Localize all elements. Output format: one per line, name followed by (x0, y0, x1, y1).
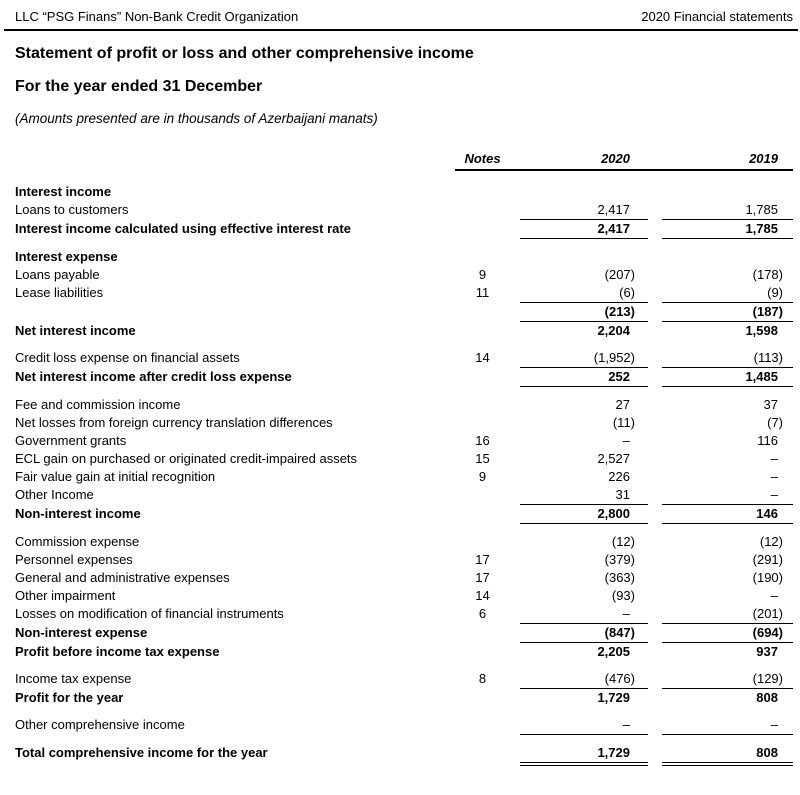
row-notes: 14 (475, 588, 490, 603)
table-row (15, 569, 793, 587)
column-spacer (510, 266, 520, 284)
row-value-2019: (187) (662, 303, 793, 322)
row-notes (455, 322, 510, 340)
row-notes (455, 643, 510, 661)
row-notes: 14 (475, 350, 490, 365)
row-label: Other comprehensive income (15, 717, 185, 732)
row-value-2019 (662, 248, 793, 266)
row-notes (455, 414, 510, 432)
table-row (15, 505, 793, 524)
document-header (4, 7, 798, 31)
row-value-2019: 808 (756, 690, 778, 705)
column-spacer (648, 396, 662, 414)
row-value-2019: (291) (752, 552, 783, 567)
column-spacer (510, 689, 520, 707)
column-spacer (648, 744, 662, 766)
row-value-2020: 27 (615, 397, 630, 412)
row-notes: 17 (475, 570, 490, 585)
statements-year-label: 2020 Financial statements (641, 9, 793, 24)
row-value-2019: – (770, 469, 778, 484)
row-label: Non-interest income (15, 506, 141, 521)
row-value-2019: 1,785 (662, 220, 793, 239)
row-value-2020: 2,417 (520, 220, 648, 239)
table-row (15, 624, 793, 643)
column-spacer (510, 468, 520, 486)
table-row (15, 551, 793, 569)
column-spacer (648, 322, 662, 340)
row-value-2019: 146 (662, 505, 793, 524)
row-value-2019: 1,598 (745, 323, 778, 338)
table-spacer (15, 661, 793, 670)
profit-loss-table (15, 151, 793, 766)
row-value-2019: (12) (759, 534, 783, 549)
row-label: Other Income (15, 487, 94, 502)
row-value-2020: (1,952) (520, 349, 648, 368)
table-spacer (15, 524, 793, 533)
column-spacer (648, 284, 662, 303)
column-spacer (510, 349, 520, 368)
row-label: Profit before income tax expense (15, 644, 220, 659)
table-row (15, 349, 793, 368)
row-value-2019 (662, 183, 793, 201)
table-row (15, 450, 793, 468)
header-columns (455, 151, 793, 171)
row-notes: 16 (475, 433, 490, 448)
row-label: Other impairment (15, 588, 116, 603)
row-notes (455, 533, 510, 551)
row-notes (455, 220, 510, 239)
row-value-2019: – (662, 716, 793, 735)
table-row (15, 744, 793, 766)
row-label: Losses on modification of financial instruments (15, 606, 284, 621)
row-value-2020 (520, 248, 648, 266)
row-value-2020: – (622, 433, 630, 448)
row-notes (455, 396, 510, 414)
row-notes (455, 744, 510, 766)
row-label: Interest income calculated using effective interest rate (15, 221, 351, 236)
table-row (15, 432, 793, 450)
column-spacer (510, 201, 520, 220)
column-spacer (648, 505, 662, 524)
column-spacer (510, 368, 520, 387)
table-row (15, 284, 793, 303)
column-spacer (648, 201, 662, 220)
column-spacer (648, 432, 662, 450)
row-label: Fair value gain at initial recognition (15, 469, 216, 484)
table-row (15, 468, 793, 486)
row-notes (455, 716, 510, 735)
row-value-2019: 1,485 (662, 368, 793, 387)
column-spacer (510, 533, 520, 551)
header-label-spacer (15, 151, 455, 171)
statement-subtitle: For the year ended 31 December (15, 78, 263, 95)
table-row (15, 716, 793, 735)
column-spacer (510, 587, 520, 605)
table-row (15, 322, 793, 340)
row-label: Interest income (15, 184, 112, 199)
row-notes (455, 201, 510, 220)
row-label: Interest expense (15, 249, 118, 264)
column-spacer (510, 716, 520, 735)
column-spacer (648, 689, 662, 707)
column-spacer (648, 303, 662, 322)
row-notes: 11 (475, 285, 490, 300)
table-row (15, 689, 793, 707)
row-notes: 9 (478, 469, 487, 484)
table-body (15, 183, 793, 766)
row-value-2020: (476) (520, 670, 648, 689)
currency-note: (Amounts presented are in thousands of Azerbaijani manats) (15, 111, 378, 126)
row-notes (455, 183, 510, 201)
column-spacer (648, 450, 662, 468)
row-value-2019: (178) (752, 267, 783, 282)
table-row (15, 183, 793, 201)
column-spacer (510, 505, 520, 524)
row-value-2020: (213) (520, 303, 648, 322)
row-value-2020: 2,205 (597, 644, 630, 659)
column-spacer (648, 248, 662, 266)
column-spacer (648, 533, 662, 551)
table-row (15, 643, 793, 661)
row-value-2020: 1,729 (597, 690, 630, 705)
column-spacer (648, 486, 662, 505)
row-notes (455, 486, 510, 505)
row-label (15, 303, 455, 322)
column-spacer (510, 551, 520, 569)
column-spacer (648, 643, 662, 661)
row-label: Non-interest expense (15, 625, 148, 640)
row-label: Net losses from foreign currency translation differences (15, 415, 333, 430)
row-label: Income tax expense (15, 671, 132, 686)
row-value-2020: (207) (604, 267, 635, 282)
column-header-notes: Notes (464, 151, 501, 166)
column-spacer (510, 183, 520, 201)
column-spacer (510, 303, 520, 322)
row-value-2020: (6) (520, 284, 648, 303)
row-notes: 15 (475, 451, 490, 466)
column-spacer (510, 670, 520, 689)
column-spacer (510, 605, 520, 624)
row-notes (455, 624, 510, 643)
row-value-2019: (201) (662, 605, 793, 624)
row-value-2020: 252 (520, 368, 648, 387)
column-spacer (648, 183, 662, 201)
column-spacer (510, 450, 520, 468)
row-label: Credit loss expense on financial assets (15, 350, 240, 365)
row-notes (455, 248, 510, 266)
row-value-2019: (129) (662, 670, 793, 689)
row-value-2019: (694) (662, 624, 793, 643)
table-row (15, 220, 793, 239)
row-value-2019: 116 (757, 433, 778, 448)
row-label: ECL gain on purchased or originated credit-impaired assets (15, 451, 358, 466)
row-value-2020: 2,800 (520, 505, 648, 524)
table-row (15, 670, 793, 689)
column-spacer (648, 569, 662, 587)
table-spacer (15, 340, 793, 349)
column-spacer (648, 716, 662, 735)
row-value-2019: 37 (763, 397, 778, 412)
column-spacer (510, 220, 520, 239)
column-spacer (648, 605, 662, 624)
row-label: Government grants (15, 433, 127, 448)
column-spacer (510, 284, 520, 303)
row-label: Profit for the year (15, 690, 124, 705)
column-spacer (510, 744, 520, 766)
column-spacer (648, 220, 662, 239)
column-spacer (648, 624, 662, 643)
table-spacer (15, 735, 793, 744)
table-header (15, 151, 793, 171)
row-value-2020: 226 (608, 469, 630, 484)
column-spacer (510, 486, 520, 505)
table-row (15, 533, 793, 551)
row-value-2019: (9) (662, 284, 793, 303)
row-value-2020: (93) (611, 588, 635, 603)
column-spacer (510, 396, 520, 414)
row-notes (455, 505, 510, 524)
row-notes (455, 689, 510, 707)
table-row (15, 587, 793, 605)
row-value-2020: (12) (611, 534, 635, 549)
row-label: Total comprehensive income for the year (15, 745, 268, 760)
row-value-2020: (379) (604, 552, 635, 567)
organization-name: LLC “PSG Finans” Non-Bank Credit Organization (15, 9, 299, 24)
row-value-2020: 2,527 (597, 451, 630, 466)
column-spacer (648, 468, 662, 486)
row-value-2019: – (770, 588, 778, 603)
column-spacer (510, 151, 520, 167)
column-spacer (648, 587, 662, 605)
column-header-2020: 2020 (601, 151, 630, 166)
column-spacer (648, 670, 662, 689)
row-value-2019: 808 (662, 744, 793, 766)
row-value-2020: – (520, 716, 648, 735)
row-value-2019: 937 (756, 644, 778, 659)
row-value-2020: (11) (612, 415, 635, 430)
row-value-2019: (190) (752, 570, 783, 585)
row-value-2020: – (520, 605, 648, 624)
statement-title: Statement of profit or loss and other comprehensive income (15, 45, 474, 62)
table-spacer (15, 707, 793, 716)
row-value-2019: – (770, 451, 778, 466)
row-value-2020: (847) (520, 624, 648, 643)
row-value-2019: (113) (662, 349, 793, 368)
table-spacer (15, 239, 793, 248)
column-spacer (510, 414, 520, 432)
row-notes: 6 (478, 606, 487, 621)
table-row (15, 248, 793, 266)
row-value-2019: 1,785 (662, 201, 793, 220)
row-notes (455, 303, 510, 322)
column-spacer (510, 624, 520, 643)
table-row (15, 486, 793, 505)
row-value-2020: (363) (604, 570, 635, 585)
table-row (15, 266, 793, 284)
column-header-2019: 2019 (749, 151, 778, 166)
column-spacer (648, 551, 662, 569)
table-row (15, 303, 793, 322)
row-value-2020: 2,204 (597, 323, 630, 338)
row-label: Fee and commission income (15, 397, 181, 412)
table-row (15, 605, 793, 624)
row-notes: 8 (478, 671, 487, 686)
row-label: Net interest income (15, 323, 136, 338)
row-label: Personnel expenses (15, 552, 133, 567)
row-label: Loans payable (15, 267, 100, 282)
column-spacer (510, 248, 520, 266)
table-row (15, 414, 793, 432)
row-value-2020: 31 (520, 486, 648, 505)
table-row (15, 396, 793, 414)
table-row (15, 368, 793, 387)
row-label: Commission expense (15, 534, 140, 549)
column-spacer (648, 349, 662, 368)
column-spacer (648, 151, 662, 167)
column-spacer (648, 414, 662, 432)
row-notes: 9 (478, 267, 487, 282)
row-notes (455, 368, 510, 387)
table-row (15, 201, 793, 220)
row-value-2020: 1,729 (520, 744, 648, 766)
row-label: Loans to customers (15, 202, 129, 217)
row-label: Lease liabilities (15, 285, 104, 300)
column-spacer (648, 368, 662, 387)
row-label: Net interest income after credit loss expense (15, 369, 292, 384)
row-value-2020 (520, 183, 648, 201)
column-spacer (510, 643, 520, 661)
column-spacer (648, 266, 662, 284)
row-notes: 17 (475, 552, 490, 567)
row-value-2019: (7) (767, 415, 783, 430)
column-spacer (510, 322, 520, 340)
table-spacer (15, 387, 793, 396)
column-spacer (510, 432, 520, 450)
row-value-2019: – (662, 486, 793, 505)
column-spacer (510, 569, 520, 587)
row-label: General and administrative expenses (15, 570, 230, 585)
row-value-2020: 2,417 (520, 201, 648, 220)
